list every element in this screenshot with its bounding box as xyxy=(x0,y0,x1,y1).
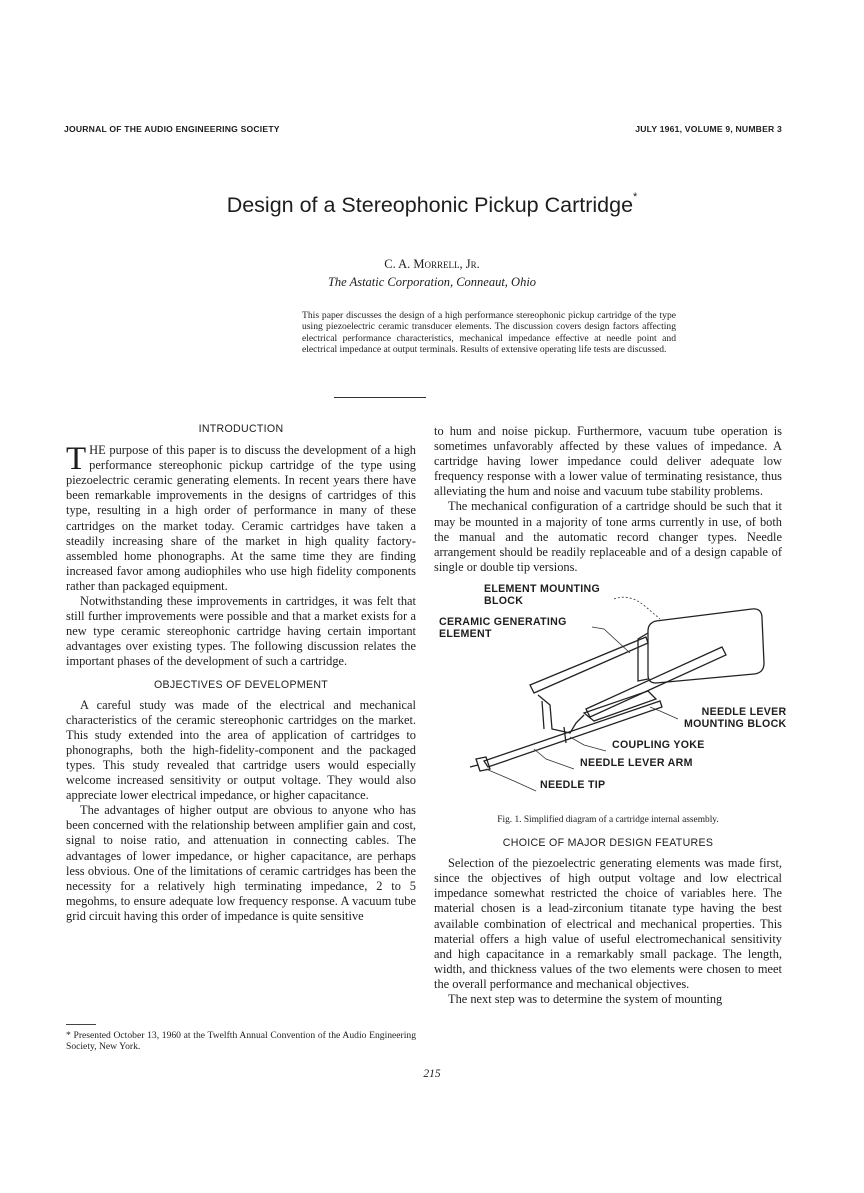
label-ceramic-generating-element xyxy=(439,616,567,640)
label-needle-lever-mounting-block xyxy=(684,706,786,730)
leader-needle-lever-block xyxy=(650,707,678,719)
left-column xyxy=(66,422,416,924)
right-column xyxy=(434,424,787,1007)
choice-paragraph-2: The next step was to determine the system of mounting xyxy=(448,991,723,1006)
footnote: * Presented October 13, 1960 at the Twelfth Annual Convention of the Audio Engineering Society, New York. xyxy=(66,1030,416,1053)
right-paragraph-2: The mechanical configuration of a cartridge should be such that it may be mounted in a majority of tone arms currently in use, of both the manual and the automatic record changer types. Needle arrangement should be readily replaceable and of a design capable of single or double tip versions. xyxy=(434,499,782,574)
label-mounting-block-line-1: ELEMENT MOUNTING xyxy=(484,582,601,595)
figure-1 xyxy=(434,582,787,809)
label-needle-tip: NEEDLE TIP xyxy=(540,778,606,791)
title-footnote-mark: * xyxy=(633,191,638,203)
label-ceramic-line-1: CERAMIC GENERATING xyxy=(439,615,567,628)
label-needle-lever-arm: NEEDLE LEVER ARM xyxy=(580,756,693,769)
drop-cap: T xyxy=(66,441,87,478)
objectives-paragraph-1: A careful study was made of the electrical and mechanical characteristics of the ceramic stereophonic cartridges on the market. This study extended into the area of application of cartridges to phonographs, both the high-fidelity-component and the packaged types. This study revealed that cartridge users would especially welcome increased sensitivity or output voltage. They would also appreciate lower electrical impedance, or higher capacitance. xyxy=(66,697,416,803)
section-divider xyxy=(334,397,426,398)
label-coupling-yoke: COUPLING YOKE xyxy=(612,738,705,751)
author: C. A. Morrell, Jr. xyxy=(384,257,480,271)
paper-title xyxy=(0,193,864,218)
heading-objectives: OBJECTIVES OF DEVELOPMENT xyxy=(153,678,329,691)
objectives-paragraph-2: The advantages of higher output are obvious to anyone who has been concerned with the relationship between amplifier gain and cost, signal to noise ratio, and attenuation in connecting cables. The advantages of lower impedance, or higher capacitance, are perhaps less obvious. One of the limitations of ceramic cartridges has been the necessity for a relatively high terminating impedance, 2 to 5 megohms, to ensure adequate low frequency response. A vacuum tube grid circuit having this order of impedance is quite sensitive xyxy=(66,803,416,923)
page-number: 215 xyxy=(423,1068,441,1080)
leader-needle-lever-arm xyxy=(534,749,574,769)
right-paragraph-1: to hum and noise pickup. Furthermore, vacuum tube operation is sometimes unfavorably affected by these values of impedance. A cartridge having lower impedance could deliver adequate low frequency response with a lower value of terminating resistance, thus alleviating the hum and noise and vacuum tube stability problems. xyxy=(434,424,782,499)
issue-info: JULY 1961, VOLUME 9, NUMBER 3 xyxy=(635,124,782,134)
label-mounting-block-line-2: BLOCK xyxy=(484,594,524,607)
ceramic-element-upper xyxy=(530,637,648,693)
leader-coupling-yoke xyxy=(570,737,606,751)
choice-paragraph-1: Selection of the piezoelectric generating elements was made first, since the objectives of high output voltage and low electrical impedance somewhat restricted the choice of variables here. The material chosen is a lead-zirconium titanate type having the best available combination of electrical and mechanical properties. This material offers a high value of useful electromechanical sensitivity and high capacitance in a remarkably small package. The length, width, and thickness values of the two elements were chosen to meet the overall performance and mechanical objectives. xyxy=(434,856,782,991)
label-lever-block-line-1: NEEDLE LEVER xyxy=(701,705,787,718)
leader-needle-tip xyxy=(486,769,536,791)
paper-title-text: Design of a Stereophonic Pickup Cartridge xyxy=(226,193,634,217)
abstract: This paper discusses the design of a high performance stereophonic pickup cartridge of the type using piezoelectric ceramic transducer elements. The discussion covers design factors affecting electrical performance characteristics, mechanical impedance effective at needle point and electrical impedance at output terminals. Results of extensive operating life tests are discussed. xyxy=(302,310,676,356)
leader-mounting-block xyxy=(614,597,660,619)
footnote-rule xyxy=(66,1024,96,1025)
element-mounting-block-shape xyxy=(648,609,764,683)
leader-ceramic-element xyxy=(592,627,630,653)
label-element-mounting-block xyxy=(484,583,600,607)
figure-1-caption: Fig. 1. Simplified diagram of a cartridge internal assembly. xyxy=(497,814,719,825)
label-lever-block-line-2: MOUNTING BLOCK xyxy=(684,717,787,730)
intro-paragraph-1-text: HE purpose of this paper is to discuss the development of a high performance stereophonic pickup cartridge of the type using piezoelectric ceramic generating elements. In recent years there have been remarkable improvements in the designs of cartridges of this type, resulting in a high order of performance in many of these cartridges on the market today. Ceramic cartridges have taken a steadily increasing share of the market in high quality factory-assembled home phonographs. At the same time they are finding increased favor among audiophiles who use high fidelity components rather than packaged equipment. xyxy=(66,443,416,593)
heading-introduction: INTRODUCTION xyxy=(198,423,284,435)
intro-paragraph-2: Notwithstanding these improvements in cartridges, it was felt that still further improvements were possible and that a market exists for a new type ceramic stereophonic cartridge having certain important advantages over existing types. The following discussion relates the important phases of the development of such a cartridge. xyxy=(66,594,416,669)
heading-choice-of-design-features: CHOICE OF MAJOR DESIGN FEATURES xyxy=(502,837,714,850)
journal-name: JOURNAL OF THE AUDIO ENGINEERING SOCIETY xyxy=(64,124,280,134)
intro-paragraph-1 xyxy=(66,443,416,594)
affiliation: The Astatic Corporation, Conneaut, Ohio xyxy=(327,275,537,289)
label-ceramic-line-2: ELEMENT xyxy=(439,627,492,640)
